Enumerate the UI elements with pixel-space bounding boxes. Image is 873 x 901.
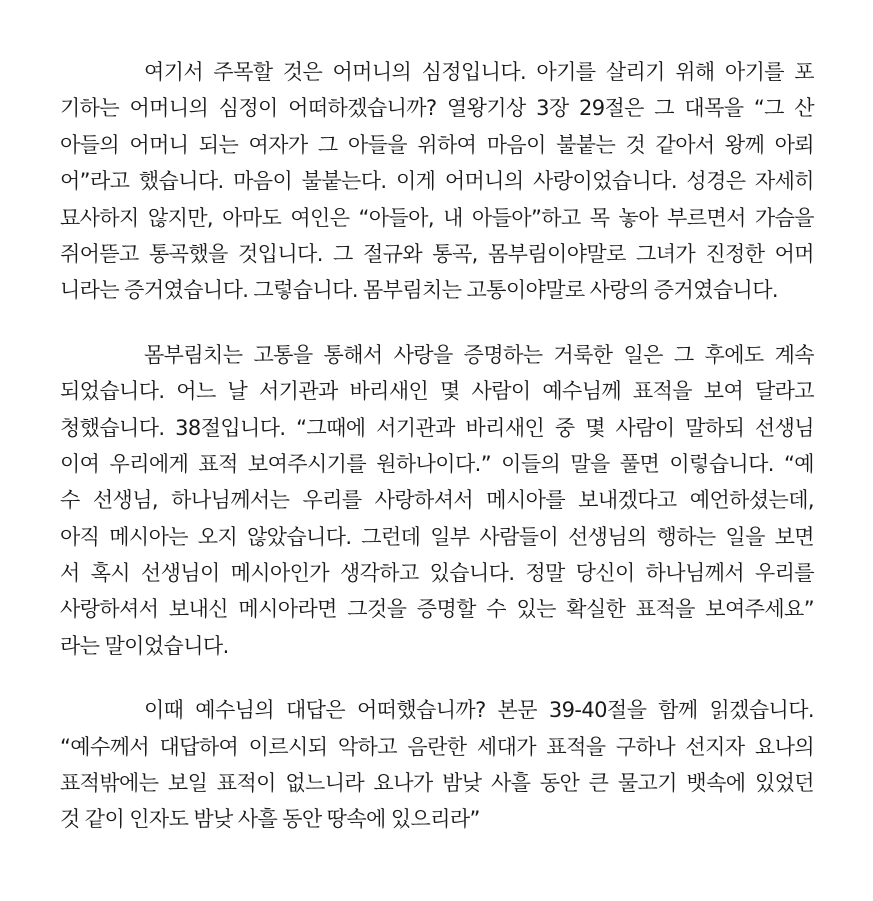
text-line: 표적밖에는 보일 표적이 없느니라 요나가 밤낮 사흘 동안 큰 물고기 뱃속에 있었던 bbox=[60, 771, 814, 796]
text-line: “예수께서 대답하여 이르시되 악하고 음란한 세대가 표적을 구하나 선지자 요나의 bbox=[60, 734, 814, 759]
paragraph-3 bbox=[60, 692, 814, 838]
text-line: 니라는 증거였습니다. 그렇습니다. 몸부림치는 고통이야말로 사랑의 증거였습니다. bbox=[60, 278, 778, 303]
text-line: 어”라고 했습니다. 마음이 불붙는다. 이게 어머니의 사랑이었습니다. 성경은 자세히 bbox=[60, 169, 814, 194]
text-line: 아들의 어머니 되는 여자가 그 아들을 위하여 마음이 불붙는 것 같아서 왕께 아뢰 bbox=[60, 132, 814, 157]
text-line: 아직 메시아는 오지 않았습니다. 그런데 일부 사람들이 선생님의 행하는 일을 보면 bbox=[60, 524, 814, 549]
paragraph-2 bbox=[60, 337, 814, 665]
text-line: 사랑하셔서 보내신 메시아라면 그것을 증명할 수 있는 확실한 표적을 보여주세요” bbox=[60, 597, 814, 622]
text-line: 청했습니다. 38절입니다. “그때에 서기관과 바리새인 중 몇 사람이 말하되 선생님 bbox=[60, 415, 814, 440]
text-line: 묘사하지 않지만, 아마도 여인은 “아들아, 내 아들아”하고 목 놓아 부르면서 가슴을 bbox=[60, 205, 814, 230]
paragraph-1 bbox=[60, 54, 814, 309]
text-line: 여기서 주목할 것은 어머니의 심정입니다. 아기를 살리기 위해 아기를 포 bbox=[144, 60, 814, 84]
text-line: 쥐어뜯고 통곡했을 것입니다. 그 절규와 통곡, 몸부림이야말로 그녀가 진정한 어머 bbox=[60, 241, 814, 266]
text-line: 서 혹시 선생님이 메시아인가 생각하고 있습니다. 정말 당신이 하나님께서 우리를 bbox=[60, 561, 814, 586]
text-line: 기하는 어머니의 심정이 어떠하겠습니까? 열왕기상 3장 29절은 그 대목을 “그 산 bbox=[60, 96, 814, 121]
text-line: 이때 예수님의 대답은 어떠했습니까? 본문 39-40절을 함께 읽겠습니다. bbox=[144, 698, 814, 723]
text-line: 수 선생님, 하나님께서는 우리를 사랑하셔서 메시아를 보내겠다고 예언하셨는데, bbox=[60, 488, 814, 513]
text-line: 것 같이 인자도 밤낮 사흘 동안 땅속에 있으리라” bbox=[60, 807, 480, 832]
text-line: 라는 말이었습니다. bbox=[60, 633, 229, 658]
document-body bbox=[60, 54, 814, 866]
text-line: 몸부림치는 고통을 통해서 사랑을 증명하는 거룩한 일은 그 후에도 계속 bbox=[144, 342, 814, 367]
text-line: 이여 우리에게 표적 보여주시기를 원하나이다.” 이들의 말을 풀면 이렇습니다. “예 bbox=[60, 451, 814, 476]
text-line: 되었습니다. 어느 날 서기관과 바리새인 몇 사람이 예수님께 표적을 보여 달라고 bbox=[60, 379, 814, 404]
